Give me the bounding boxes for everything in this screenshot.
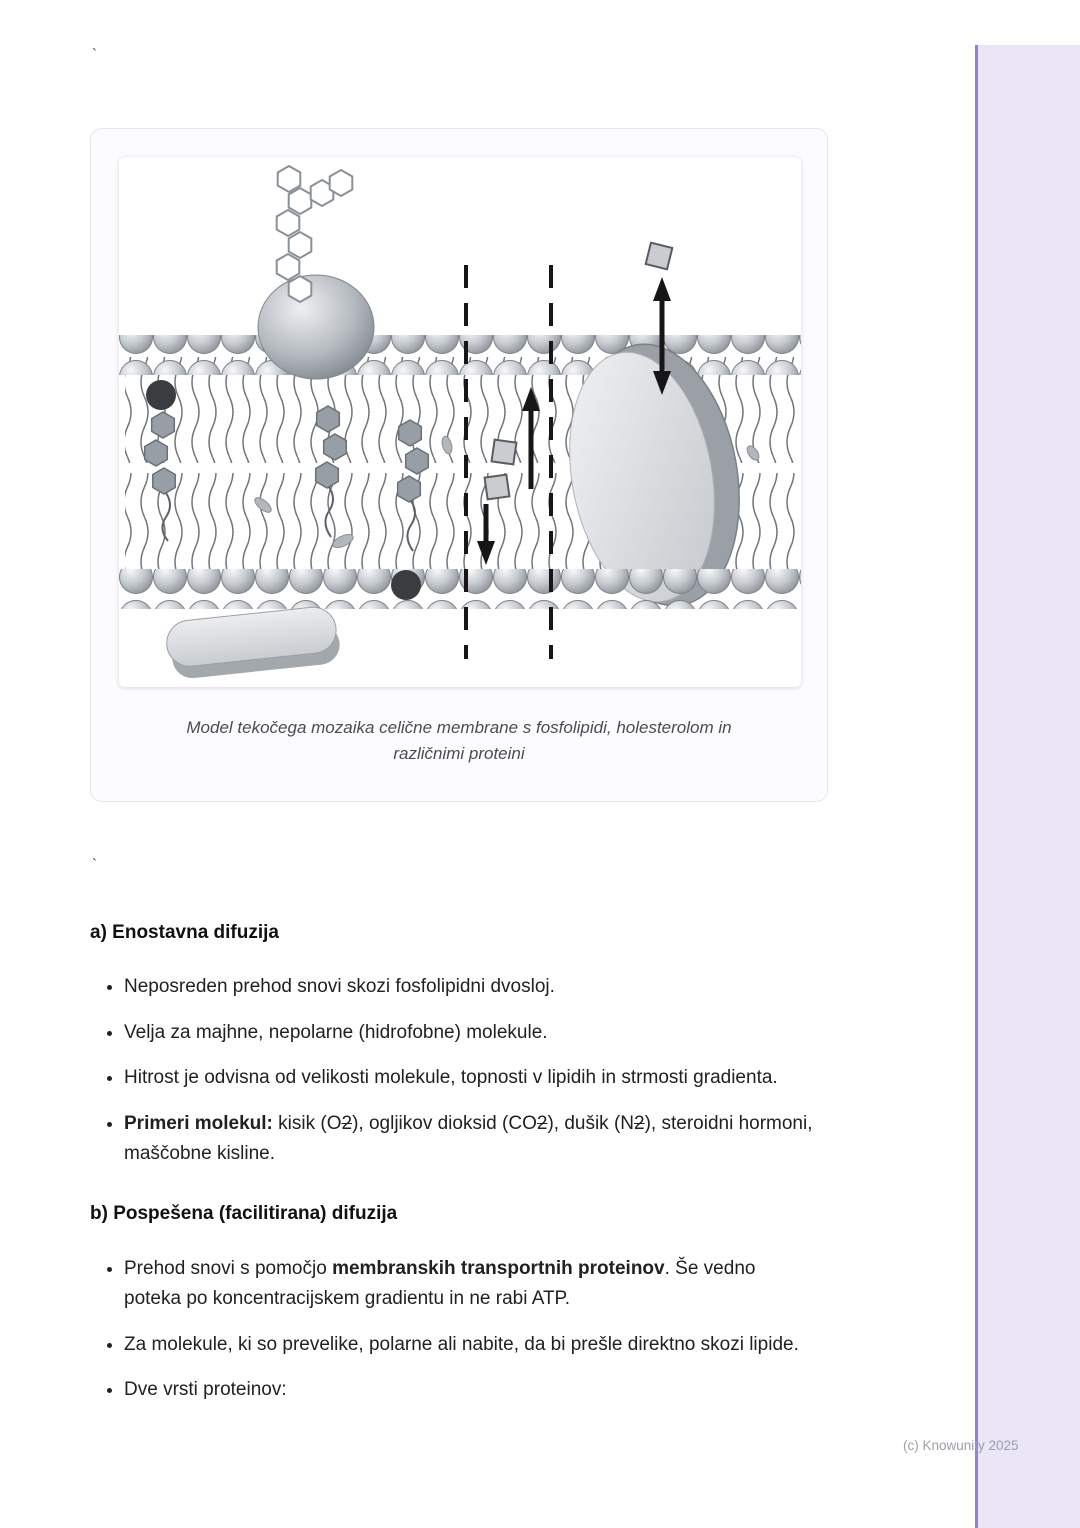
- right-margin-accent-line: [975, 45, 978, 1528]
- dark-phospholipid-head: [391, 570, 421, 600]
- stray-backtick-top: `: [92, 46, 97, 63]
- stray-backtick-mid: `: [92, 856, 97, 873]
- list-item: [124, 1063, 814, 1093]
- text-segment: kisik (O: [272, 1112, 342, 1134]
- list-item: [124, 1018, 814, 1048]
- list-item: [124, 1109, 814, 1170]
- bullet-list-b: [90, 1254, 814, 1406]
- text-segment: 2: [341, 1112, 353, 1134]
- phospholipid-heads-top: [119, 335, 801, 375]
- figure-caption-line2: različnimi proteini: [393, 744, 525, 763]
- text-segment: ), ogljikov dioksid (CO: [352, 1112, 537, 1134]
- text-segment: . Še vedno poteka po koncentracijskem gradientu in ne rabi ATP.: [124, 1257, 756, 1310]
- text-segment: 2: [634, 1112, 645, 1134]
- glycoprotein: [258, 166, 374, 379]
- text-segment: Velja za majhne, nepolarne (hidrofobne) molekule.: [124, 1021, 548, 1043]
- copyright-watermark: (c) Knowunity 2025: [903, 1438, 1019, 1453]
- list-item: [124, 1330, 814, 1360]
- text-segment: Primeri molekul:: [124, 1112, 273, 1134]
- text-segment: ), steroidni hormoni, maščobne kisline.: [124, 1112, 813, 1164]
- text-segment: Hitrost je odvisna od velikosti molekule, topnosti v lipidih in strmosti gradienta.: [124, 1067, 778, 1089]
- list-item: [124, 1375, 814, 1405]
- notes-content: [90, 918, 814, 1435]
- text-segment: 2: [536, 1112, 548, 1134]
- text-segment: ), dušik (N: [547, 1112, 635, 1134]
- section-heading-a: a) Enostavna difuzija: [90, 922, 279, 943]
- text-segment: Neposreden prehod snovi skozi fosfolipidni dvosloj.: [124, 976, 555, 998]
- right-margin-strip: [975, 45, 1080, 1528]
- section-heading-b: b) Pospešena (facilitirana) difuzija: [90, 1203, 398, 1225]
- figure-caption: [119, 715, 799, 767]
- text-segment: Za molekule, ki so prevelike, polarne ali nabite, da bi prešle direktno skozi lipide.: [124, 1333, 799, 1355]
- membrane-diagram-icon: [119, 157, 801, 687]
- list-item: [124, 972, 814, 1002]
- list-item: [124, 1254, 814, 1315]
- text-segment: membranskih transportnih proteinov: [332, 1257, 665, 1279]
- bullet-list-a: [90, 972, 814, 1169]
- figure-card: [90, 128, 828, 802]
- figure-caption-line1: Model tekočega mozaika celične membrane s fosfolipidi, holesterolom in: [186, 718, 732, 737]
- peripheral-protein: [164, 605, 341, 681]
- phospholipid-heads-bottom: [119, 569, 801, 609]
- text-segment: Dve vrsti proteinov:: [124, 1378, 287, 1400]
- text-segment: Prehod snovi s pomočjo: [124, 1257, 333, 1279]
